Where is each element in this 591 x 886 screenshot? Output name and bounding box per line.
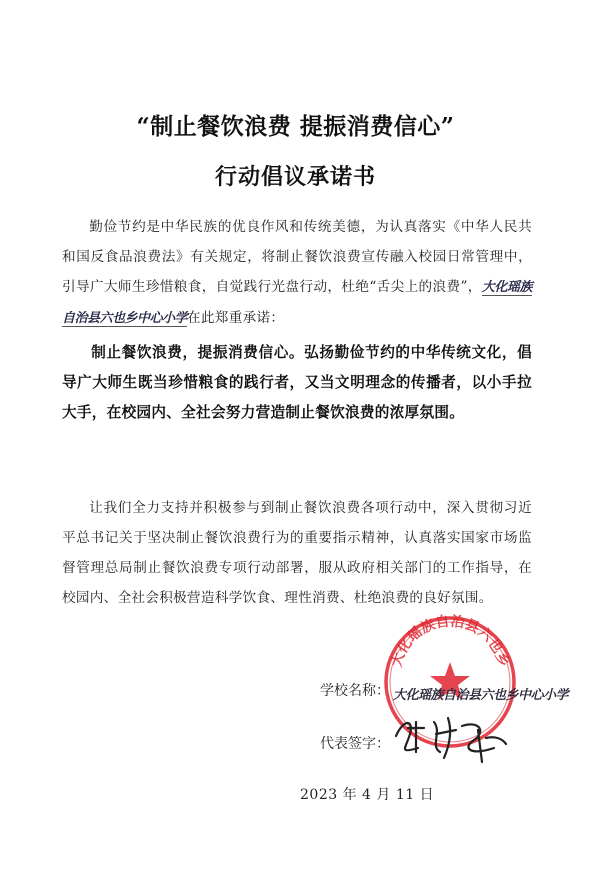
document-date: 2023 年 4 月 11 日 — [300, 787, 435, 803]
paragraph-intro-text: 勤俭节约是中华民族的优良作风和传统美德，为认真落实《中华人民共和国反食品浪费法》有关规定，将制止餐饮浪费宣传融入校园日常管理中，引导广大师生珍惜粮食，自觉践行光盘行动，杜绝“舌尖上的浪费”， — [62, 219, 532, 295]
stamp-text: 大化瑶族自治县六也乡 — [388, 613, 512, 669]
school-name-label: 学校名称： — [320, 683, 390, 699]
representative-signature-label: 代表签字： — [320, 736, 390, 752]
school-name-value: 大化瑶族自治县六也乡中心小学 — [393, 688, 569, 703]
paragraph-intro-end: 在此郑重承诺： — [187, 310, 285, 326]
paragraph-pledge: 制止餐饮浪费，提振消费信心。弘扬勤俭节约的中华传统文化，倡导广大师生既当珍惜粮食的践行者，又当文明理念的传播者，以小手拉大手，在校园内、全社会努力营造制止餐饮浪费的浓厚氛围。 — [62, 344, 532, 421]
paragraph-action: 让我们全力支持并积极参与到制止餐饮浪费各项行动中，深入贯彻习近平总书记关于坚决制止餐饮浪费行为的重要指示精神，认真落实国家市场监督管理总局制止餐饮浪费专项行动部署，服从政府相关部门的工作指导，在校园内、全社会积极营造科学饮食、理性消费、杜绝浪费的良好氛围。 — [62, 500, 532, 606]
handwritten-school-name: 大化瑶族自治县六也乡中心小学 — [62, 280, 532, 326]
handwritten-signature — [390, 708, 510, 768]
document-title: “制止餐饮浪费 提振消费信心” — [136, 113, 455, 140]
svg-text:大化瑶族自治县六也乡 — [388, 613, 512, 669]
document-subtitle: 行动倡议承诺书 — [214, 164, 376, 190]
paragraph-intro — [62, 212, 532, 334]
